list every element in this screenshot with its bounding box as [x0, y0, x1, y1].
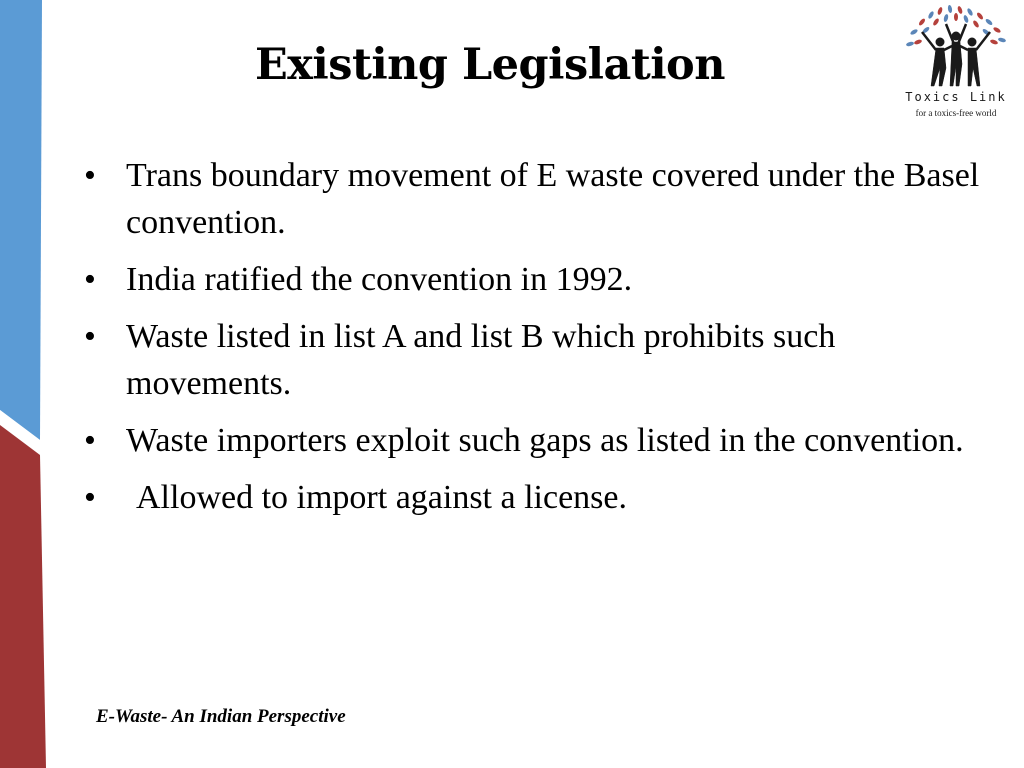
bullet-text: Allowed to import against a license.	[136, 479, 627, 516]
tree-with-people-icon	[896, 2, 1016, 90]
bullet-text: India ratified the convention in 1992.	[126, 261, 633, 298]
bullet-text: Trans boundary movement of E waste covered under the Basel convention.	[126, 157, 980, 241]
bullet-item	[84, 313, 984, 407]
side-band-blue	[0, 0, 42, 440]
bullet-item	[84, 256, 984, 303]
slide-footer: E-Waste- An Indian Perspective	[96, 706, 346, 727]
logo-name: Toxics Link	[905, 90, 1007, 104]
bullet-list	[84, 152, 984, 531]
bullet-dot: •	[84, 479, 96, 516]
bullet-text: Waste listed in list A and list B which prohibits such movements.	[126, 318, 836, 402]
bullet-text: Waste importers exploit such gaps as listed in the convention.	[126, 422, 964, 459]
side-band-red	[0, 425, 46, 768]
bullet-item	[84, 417, 984, 464]
toxics-link-logo	[896, 2, 1016, 126]
bullet-dot: •	[84, 318, 96, 355]
people-figures	[922, 24, 990, 86]
tree-leaves	[906, 5, 1007, 47]
bullet-dot: •	[84, 157, 96, 194]
bullet-item	[84, 474, 984, 521]
side-decoration-band	[0, 0, 60, 768]
bullet-dot: •	[84, 261, 96, 298]
logo-tagline: for a toxics-free world	[915, 108, 997, 118]
slide-title: Existing Legislation	[255, 40, 725, 90]
bullet-item	[84, 152, 984, 246]
bullet-dot: •	[84, 422, 96, 459]
